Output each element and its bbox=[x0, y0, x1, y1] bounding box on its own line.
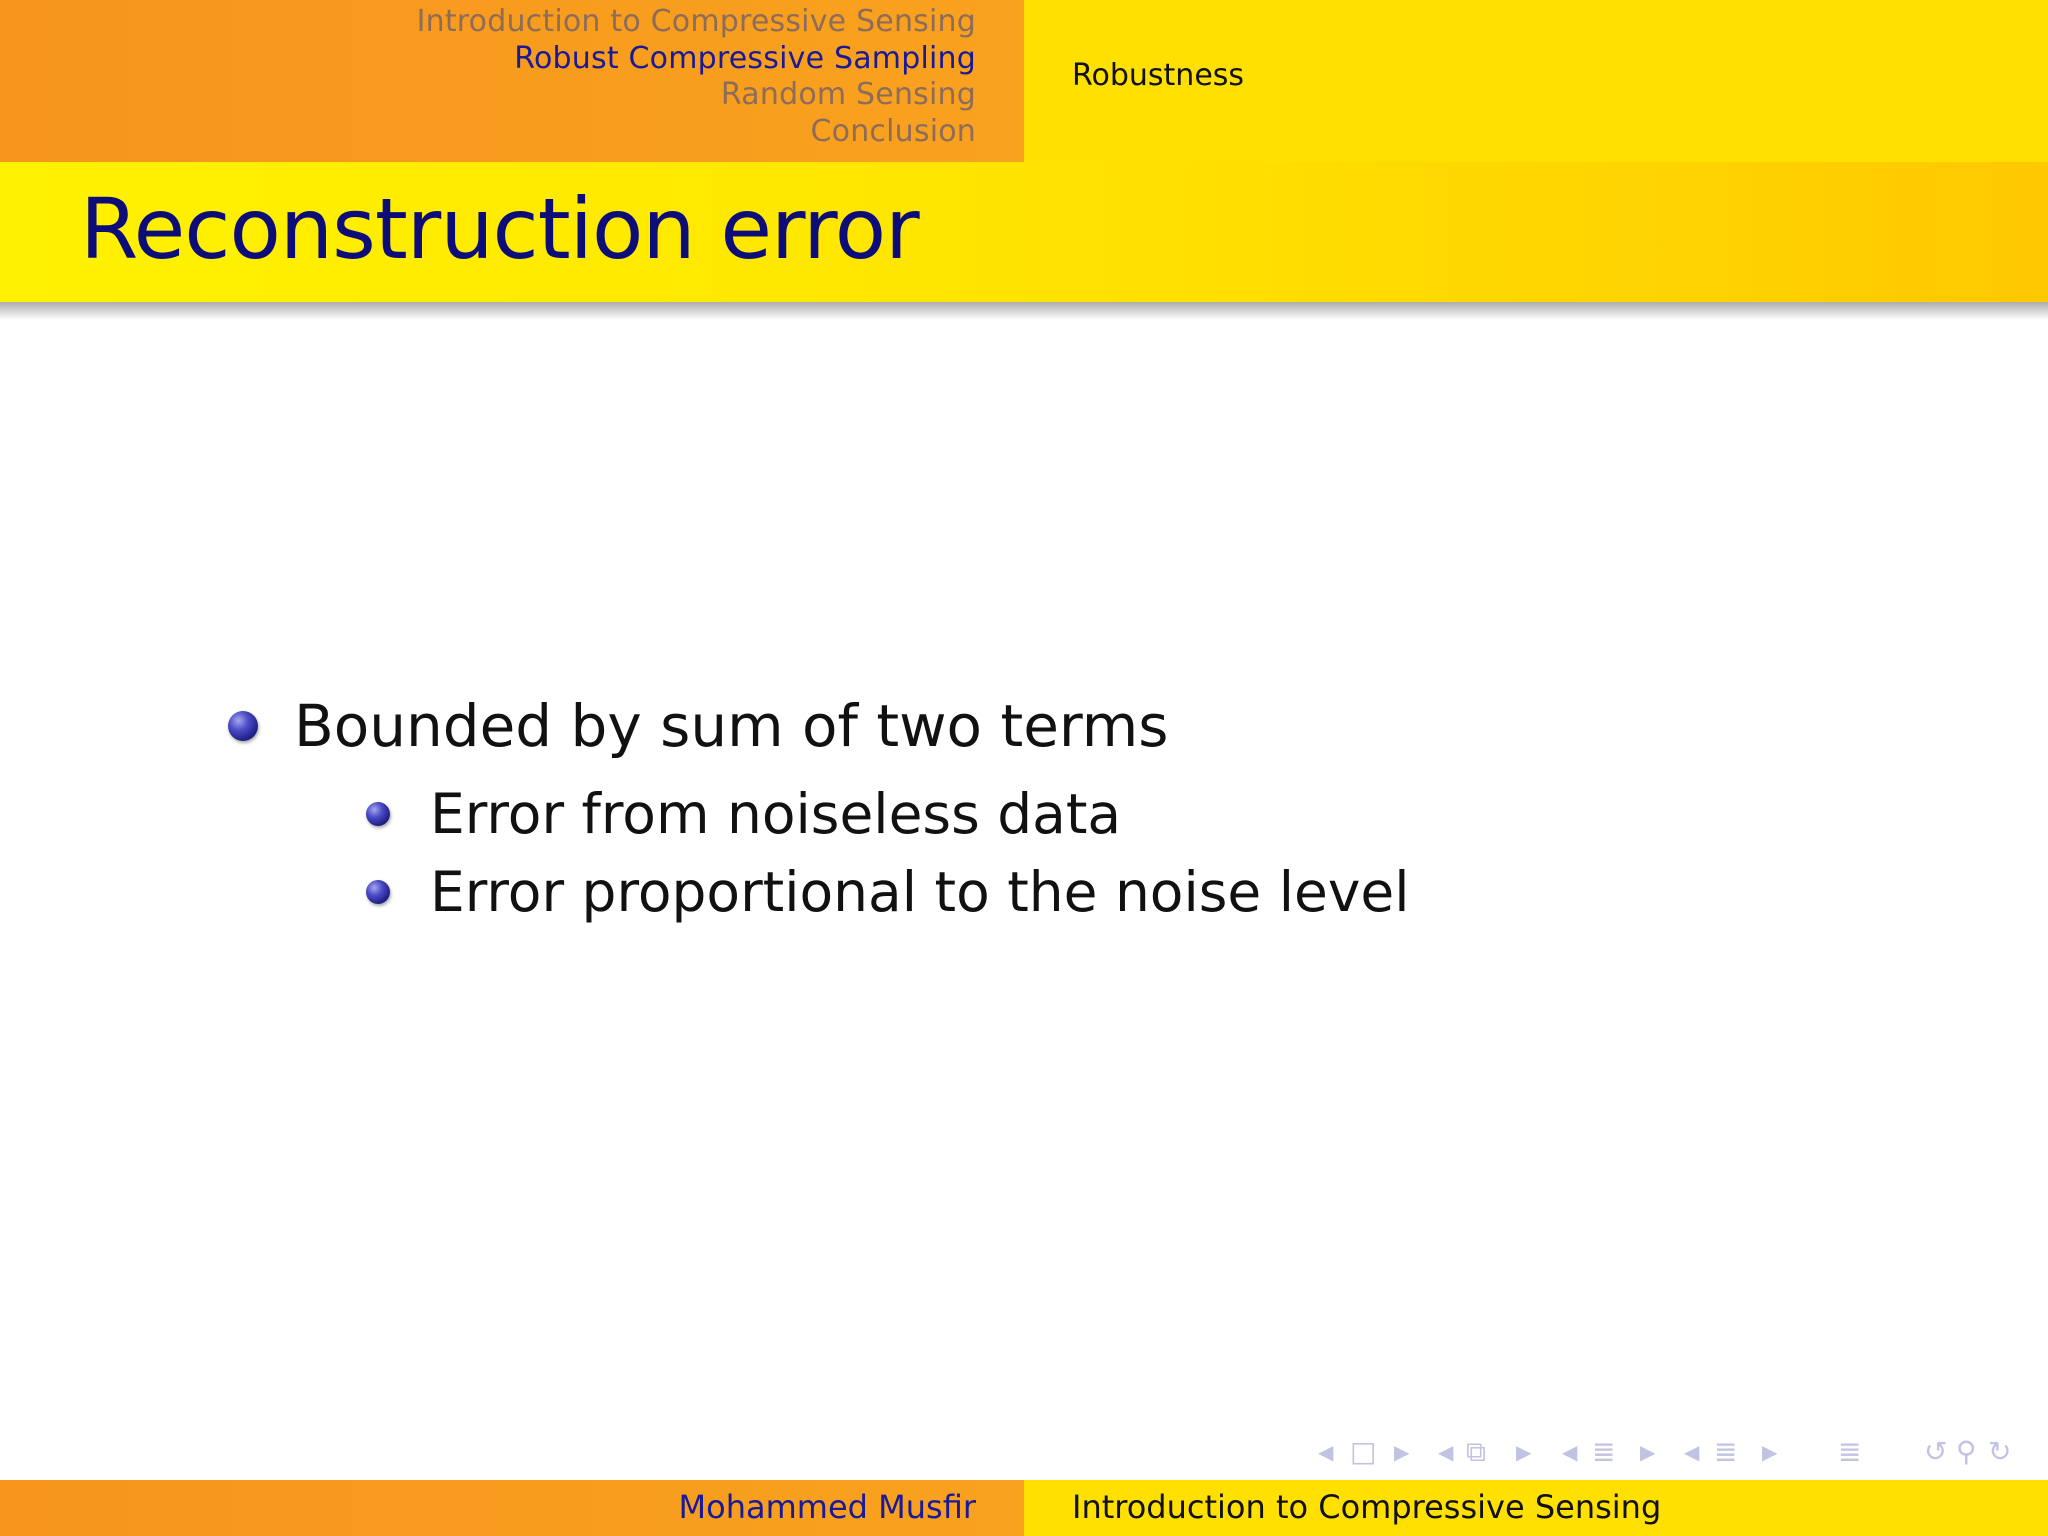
bullet-ball-icon bbox=[366, 880, 390, 904]
bullet-text: Bounded by sum of two terms bbox=[294, 692, 1169, 760]
frame-icon[interactable]: □ bbox=[1350, 1435, 1377, 1468]
list-item bbox=[228, 692, 1168, 760]
section-icon[interactable]: ≣ bbox=[1592, 1435, 1616, 1468]
prev-part-icon[interactable]: ◀ bbox=[1684, 1440, 1700, 1464]
part-icon[interactable]: ≣ bbox=[1714, 1435, 1738, 1468]
footer-author-panel bbox=[0, 1480, 1024, 1536]
next-subsection-icon[interactable]: ▶ bbox=[1516, 1440, 1532, 1464]
sub-list-item bbox=[366, 782, 1121, 846]
section-link-introduction[interactable]: Introduction to Compressive Sensing bbox=[416, 4, 976, 39]
bullet-text: Error proportional to the noise level bbox=[430, 860, 1410, 924]
footer-title-panel bbox=[1024, 1480, 2048, 1536]
prev-section-icon[interactable]: ◀ bbox=[1562, 1440, 1578, 1464]
forward-icon[interactable]: ↻ bbox=[1988, 1435, 2012, 1468]
header-subsection-panel bbox=[1024, 0, 2048, 162]
frame-title: Reconstruction error bbox=[80, 180, 919, 278]
footer-author: Mohammed Musfir bbox=[678, 1488, 976, 1526]
prev-frame-icon[interactable]: ◀ bbox=[1318, 1440, 1334, 1464]
slide-content bbox=[0, 320, 2048, 1480]
bullet-ball-icon bbox=[366, 802, 390, 826]
next-frame-icon[interactable]: ▶ bbox=[1394, 1440, 1410, 1464]
bullet-ball-icon bbox=[228, 711, 258, 741]
sub-list-item bbox=[366, 860, 1410, 924]
subsection-icon[interactable]: ⧉ bbox=[1466, 1435, 1486, 1468]
frame-title-bar bbox=[0, 162, 2048, 302]
bullet-text: Error from noiseless data bbox=[430, 782, 1122, 846]
section-link-robust-compressive-sampling[interactable]: Robust Compressive Sampling bbox=[514, 40, 976, 76]
next-section-icon[interactable]: ▶ bbox=[1640, 1440, 1656, 1464]
back-icon[interactable]: ↺ bbox=[1924, 1435, 1948, 1468]
footer-short-title: Introduction to Compressive Sensing bbox=[1072, 1488, 1662, 1526]
subsection-link-robustness[interactable]: Robustness bbox=[1072, 58, 1245, 93]
header-sections-panel bbox=[0, 0, 1024, 162]
title-shadow bbox=[0, 302, 2048, 320]
document-icon[interactable]: ≣ bbox=[1838, 1435, 1862, 1468]
section-navigation bbox=[417, 4, 976, 150]
search-icon[interactable]: ⚲ bbox=[1956, 1435, 1977, 1468]
next-part-icon[interactable]: ▶ bbox=[1762, 1440, 1778, 1464]
prev-subsection-icon[interactable]: ◀ bbox=[1438, 1440, 1454, 1464]
section-link-conclusion[interactable]: Conclusion bbox=[810, 113, 976, 149]
section-link-random-sensing[interactable]: Random Sensing bbox=[720, 77, 976, 112]
navigation-symbols bbox=[1310, 1432, 2030, 1472]
